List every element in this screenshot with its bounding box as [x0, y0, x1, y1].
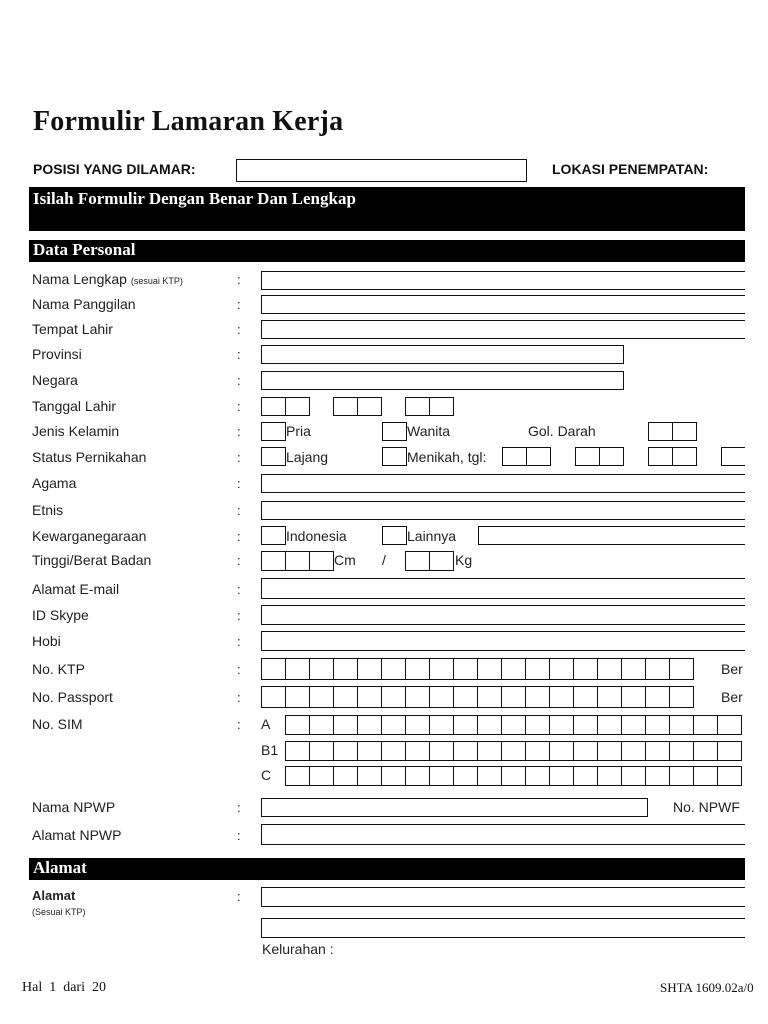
passport-digit-box[interactable] — [453, 686, 478, 708]
colon: : — [237, 828, 241, 843]
email-label: Alamat E-mail — [32, 581, 120, 597]
passport-digit-box[interactable] — [309, 686, 334, 708]
tgl-digit-box[interactable] — [285, 397, 310, 416]
nama-panggilan-label: Nama Panggilan — [32, 296, 136, 312]
skype-input[interactable] — [261, 605, 745, 625]
sim-c-digit-box[interactable] — [549, 766, 574, 786]
passport-label: No. Passport — [32, 689, 113, 705]
lainnya-label: Lainnya — [407, 528, 457, 544]
ktp-digit-box[interactable] — [309, 658, 334, 680]
agama-input[interactable] — [261, 474, 745, 493]
cm-label: Cm — [334, 552, 356, 568]
ktp-digit-box[interactable] — [549, 658, 574, 680]
sim-b1-digit-box[interactable] — [285, 741, 310, 761]
alamat-npwp-input[interactable] — [261, 824, 745, 845]
ktp-digit-box[interactable] — [621, 658, 646, 680]
nama-lengkap-input[interactable] — [261, 271, 745, 290]
section-data-personal — [29, 240, 745, 262]
passport-digit-box[interactable] — [573, 686, 598, 708]
ktp-digit-box[interactable] — [453, 658, 478, 680]
sim-a-digit-box[interactable] — [621, 715, 646, 735]
negara-input[interactable] — [261, 371, 624, 390]
kewarganegaraan-label: Kewarganegaraan — [32, 528, 147, 544]
hobi-input[interactable] — [261, 631, 745, 651]
sim-c-digit-box[interactable] — [645, 766, 670, 786]
passport-digit-box[interactable] — [333, 686, 358, 708]
kg-label: Kg — [455, 552, 473, 568]
slash-label: / — [382, 552, 386, 568]
sim-a-digit-box[interactable] — [645, 715, 670, 735]
nama-npwp-label: Nama NPWP — [32, 799, 116, 815]
sim-c-digit-box[interactable] — [381, 766, 406, 786]
sim-b1-digit-box[interactable] — [405, 741, 430, 761]
tinggi-digit-box[interactable] — [309, 551, 334, 571]
tinggi-berat-label: Tinggi/Berat Badan — [32, 552, 152, 568]
passport-digit-box[interactable] — [597, 686, 622, 708]
sim-c-digit-box[interactable] — [693, 766, 718, 786]
sim-b1-digit-box[interactable] — [549, 741, 574, 761]
ktp-digit-box[interactable] — [333, 658, 358, 680]
tanggal-lahir-label: Tanggal Lahir — [32, 398, 117, 414]
page-number: Hal 1 dari 20 — [22, 980, 106, 995]
sim-b1-digit-box[interactable] — [429, 741, 454, 761]
ktp-digit-box[interactable] — [405, 658, 430, 680]
gol-darah-box[interactable] — [648, 422, 673, 441]
passport-digit-box[interactable] — [357, 686, 382, 708]
sim-c-digit-box[interactable] — [357, 766, 382, 786]
thn-digit-box[interactable] — [405, 397, 430, 416]
colon: : — [237, 582, 241, 597]
ktp-digit-box[interactable] — [477, 658, 502, 680]
sim-b1-digit-box[interactable] — [669, 741, 694, 761]
sim-b1-digit-box[interactable] — [453, 741, 478, 761]
sim-c-digit-box[interactable] — [525, 766, 550, 786]
lokasi-label: LOKASI PENEMPATAN: — [552, 161, 709, 177]
jenis-kelamin-label: Jenis Kelamin — [32, 423, 120, 439]
menikah-date-box[interactable] — [721, 447, 745, 466]
etnis-label: Etnis — [32, 502, 64, 518]
sim-c-label: C — [261, 767, 272, 783]
no-npwp-label: No. NPWF — [673, 799, 740, 815]
hobi-label: Hobi — [32, 633, 61, 649]
tempat-lahir-input[interactable] — [261, 320, 745, 339]
colon: : — [237, 373, 241, 388]
colon: : — [237, 690, 241, 705]
ktp-digit-box[interactable] — [525, 658, 550, 680]
sim-b1-digit-box[interactable] — [645, 741, 670, 761]
colon: : — [237, 800, 241, 815]
colon: : — [237, 399, 241, 414]
colon: : — [237, 503, 241, 518]
ktp-label: No. KTP — [32, 661, 85, 677]
menikah-date-box[interactable] — [575, 447, 600, 466]
menikah-date-box[interactable] — [502, 447, 527, 466]
ktp-digit-box[interactable] — [669, 658, 694, 680]
lainnya-checkbox[interactable] — [382, 526, 407, 545]
passport-digit-box[interactable] — [525, 686, 550, 708]
nama-panggilan-input[interactable] — [261, 295, 745, 314]
wanita-label: Wanita — [407, 423, 451, 439]
alamat-input-line2[interactable] — [261, 918, 745, 938]
ktp-digit-box[interactable] — [645, 658, 670, 680]
sim-c-digit-box[interactable] — [453, 766, 478, 786]
colon: : — [237, 476, 241, 491]
pria-label: Pria — [286, 423, 311, 439]
colon: : — [237, 450, 241, 465]
colon: : — [237, 553, 241, 568]
etnis-input[interactable] — [261, 501, 745, 520]
sim-c-digit-box[interactable] — [501, 766, 526, 786]
sim-a-digit-box[interactable] — [573, 715, 598, 735]
menikah-date-box[interactable] — [599, 447, 624, 466]
ktp-digit-box[interactable] — [261, 658, 286, 680]
passport-digit-box[interactable] — [477, 686, 502, 708]
ktp-digit-box[interactable] — [573, 658, 598, 680]
sim-b1-digit-box[interactable] — [501, 741, 526, 761]
colon: : — [237, 634, 241, 649]
kelurahan-label: Kelurahan : — [262, 941, 334, 957]
ktp-digit-box[interactable] — [501, 658, 526, 680]
sim-a-digit-box[interactable] — [285, 715, 310, 735]
instruction-banner — [29, 187, 745, 231]
ktp-digit-box[interactable] — [357, 658, 382, 680]
passport-digit-box[interactable] — [501, 686, 526, 708]
colon: : — [237, 529, 241, 544]
negara-label: Negara — [32, 372, 78, 388]
sim-b1-digit-box[interactable] — [597, 741, 622, 761]
provinsi-input[interactable] — [261, 345, 624, 364]
lainnya-input[interactable] — [478, 526, 745, 545]
sim-b1-digit-box[interactable] — [573, 741, 598, 761]
sim-b1-digit-box[interactable] — [525, 741, 550, 761]
colon: : — [237, 424, 241, 439]
sim-a-digit-box[interactable] — [525, 715, 550, 735]
sim-a-digit-box[interactable] — [333, 715, 358, 735]
passport-digit-box[interactable] — [549, 686, 574, 708]
sim-a-digit-box[interactable] — [693, 715, 718, 735]
sim-c-digit-box[interactable] — [285, 766, 310, 786]
ktp-digit-box[interactable] — [285, 658, 310, 680]
section-title: Alamat — [33, 858, 87, 877]
section-alamat — [29, 858, 745, 880]
lajang-checkbox[interactable] — [261, 447, 286, 466]
sim-a-digit-box[interactable] — [549, 715, 574, 735]
alamat-input-line1[interactable] — [261, 887, 745, 907]
passport-digit-box[interactable] — [429, 686, 454, 708]
skype-label: ID Skype — [32, 607, 89, 623]
tinggi-digit-box[interactable] — [261, 551, 286, 571]
email-input[interactable] — [261, 578, 745, 599]
gol-darah-box[interactable] — [672, 422, 697, 441]
colon: : — [237, 889, 241, 904]
sim-b1-digit-box[interactable] — [717, 741, 742, 761]
sim-a-digit-box[interactable] — [309, 715, 334, 735]
sim-a-digit-box[interactable] — [429, 715, 454, 735]
nama-npwp-input[interactable] — [261, 798, 648, 817]
sim-b1-digit-box[interactable] — [381, 741, 406, 761]
tempat-lahir-label: Tempat Lahir — [32, 321, 113, 337]
sim-c-digit-box[interactable] — [621, 766, 646, 786]
sim-b1-digit-box[interactable] — [477, 741, 502, 761]
sim-a-digit-box[interactable] — [357, 715, 382, 735]
passport-digit-box[interactable] — [669, 686, 694, 708]
sim-c-digit-box[interactable] — [429, 766, 454, 786]
bln-digit-box[interactable] — [357, 397, 382, 416]
section-title: Data Personal — [33, 240, 136, 259]
sim-c-digit-box[interactable] — [717, 766, 742, 786]
sim-c-digit-box[interactable] — [669, 766, 694, 786]
nama-lengkap-text: Nama Lengkap — [32, 271, 127, 287]
status-pernikahan-label: Status Pernikahan — [32, 449, 147, 465]
colon: : — [237, 297, 241, 312]
sim-c-digit-box[interactable] — [309, 766, 334, 786]
alamat-npwp-label: Alamat NPWP — [32, 827, 122, 843]
ktp-digit-box[interactable] — [429, 658, 454, 680]
passport-digit-box[interactable] — [261, 686, 286, 708]
menikah-date-box[interactable] — [672, 447, 697, 466]
indonesia-checkbox[interactable] — [261, 526, 286, 545]
sim-a-digit-box[interactable] — [453, 715, 478, 735]
indonesia-label: Indonesia — [286, 528, 347, 544]
page-title: Formulir Lamaran Kerja — [33, 106, 344, 137]
pria-checkbox[interactable] — [261, 422, 286, 441]
sim-a-digit-box[interactable] — [381, 715, 406, 735]
gol-darah-label: Gol. Darah — [528, 423, 596, 439]
sim-c-digit-box[interactable] — [405, 766, 430, 786]
sim-c-digit-box[interactable] — [477, 766, 502, 786]
colon: : — [237, 662, 241, 677]
agama-label: Agama — [32, 475, 77, 491]
menikah-checkbox[interactable] — [382, 447, 407, 466]
colon: : — [237, 608, 241, 623]
alamat-label: Alamat — [32, 888, 76, 903]
sim-a-digit-box[interactable] — [597, 715, 622, 735]
passport-digit-box[interactable] — [381, 686, 406, 708]
sim-a-digit-box[interactable] — [717, 715, 742, 735]
thn-digit-box[interactable] — [429, 397, 454, 416]
sim-b1-digit-box[interactable] — [333, 741, 358, 761]
sim-a-digit-box[interactable] — [405, 715, 430, 735]
colon: : — [237, 717, 241, 732]
sim-a-label: A — [261, 716, 271, 732]
colon: : — [237, 347, 241, 362]
ktp-digit-box[interactable] — [597, 658, 622, 680]
sim-a-digit-box[interactable] — [477, 715, 502, 735]
sim-a-digit-box[interactable] — [501, 715, 526, 735]
alamat-note: (Sesuai KTP) — [32, 907, 86, 917]
instruction-text: Isilah Formulir Dengan Benar Dan Lengkap — [33, 189, 356, 208]
nama-lengkap-note: (sesuai KTP) — [130, 276, 183, 286]
posisi-label: POSISI YANG DILAMAR: — [33, 161, 196, 177]
lajang-label: Lajang — [286, 449, 329, 465]
provinsi-label: Provinsi — [32, 346, 82, 362]
colon: : — [237, 272, 241, 287]
passport-digit-box[interactable] — [621, 686, 646, 708]
nama-lengkap-label — [32, 271, 183, 287]
sim-b1-label: B1 — [261, 742, 279, 758]
passport-digit-box[interactable] — [405, 686, 430, 708]
ktp-digit-box[interactable] — [381, 658, 406, 680]
posisi-input[interactable] — [236, 159, 527, 182]
bln-digit-box[interactable] — [333, 397, 358, 416]
sim-label: No. SIM — [32, 716, 83, 732]
sim-c-digit-box[interactable] — [333, 766, 358, 786]
passport-digit-box[interactable] — [285, 686, 310, 708]
menikah-label: Menikah, tgl: — [407, 449, 487, 465]
tgl-digit-box[interactable] — [261, 397, 286, 416]
sim-b1-digit-box[interactable] — [693, 741, 718, 761]
sim-b1-digit-box[interactable] — [621, 741, 646, 761]
colon: : — [237, 322, 241, 337]
sim-c-digit-box[interactable] — [597, 766, 622, 786]
passport-ber-label: Ber — [721, 689, 743, 705]
ktp-ber-label: Ber — [721, 661, 743, 677]
sim-b1-digit-box[interactable] — [309, 741, 334, 761]
sim-c-digit-box[interactable] — [573, 766, 598, 786]
berat-digit-box[interactable] — [405, 551, 430, 571]
document-code: SHTA 1609.02a/0 — [660, 980, 754, 995]
berat-digit-box[interactable] — [429, 551, 454, 571]
wanita-checkbox[interactable] — [382, 422, 407, 441]
sim-a-digit-box[interactable] — [669, 715, 694, 735]
menikah-date-box[interactable] — [648, 447, 673, 466]
passport-digit-box[interactable] — [645, 686, 670, 708]
menikah-date-box[interactable] — [526, 447, 551, 466]
tinggi-digit-box[interactable] — [285, 551, 310, 571]
sim-b1-digit-box[interactable] — [357, 741, 382, 761]
